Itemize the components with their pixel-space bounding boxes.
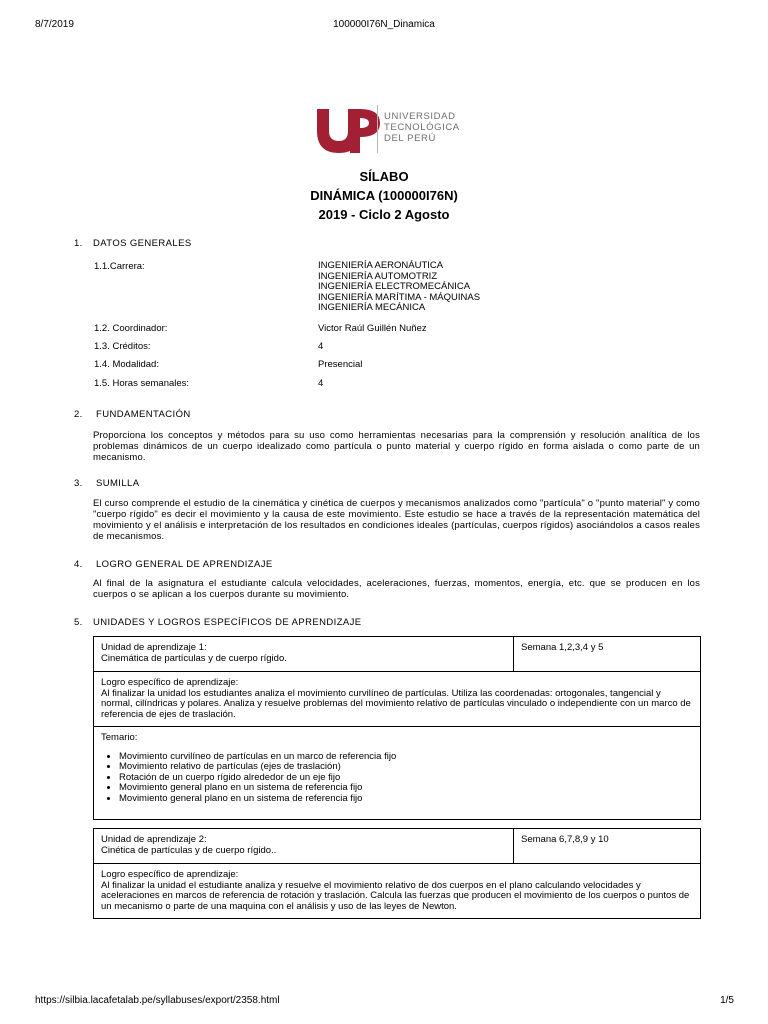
career-item: INGENIERÍA AERONÁUTICA <box>318 260 444 271</box>
section-4-text: Al final de la asignatura el estudiante calcula velocidades, aceleraciones, fuerzas, momentos, energía, etc. que se producen en los cuerpos o se aplican a los cuerpos durante su movimiento. <box>93 578 700 600</box>
section-5-title: UNIDADES Y LOGROS ESPECÍFICOS DE APRENDIZAJE <box>93 617 362 628</box>
unit-1-header-cell <box>94 637 514 672</box>
print-date: 8/7/2019 <box>35 19 74 30</box>
section-2-text: Proporciona los conceptos y métodos para su uso como herramientas necesarias para la comprensión y resolución analítica de los problemas dinámicos de un cuerpo idealizado como partícula o punto material y cuerpo rígido en forma aislada o como parte de un mecanismo. <box>93 430 700 463</box>
section-4-title: LOGRO GENERAL DE APRENDIZAJE <box>96 559 273 570</box>
section-3-text: El curso comprende el estudio de la cinemática y cinética de cuerpos y mecanismos analizados como "partícula" o "punto material" y como "cuerpo rígido" es decir el movimiento y la causa de este movimiento. Este estudio se hace a través de la representación matemática del movimiento y el análisis e interpretación de los resultados en condiciones ideales (partículas, cuerpos rígidos) asociándolos a casos reales de mecanismos. <box>93 498 700 542</box>
section-3-title: SUMILLA <box>96 478 140 489</box>
university-line-3: DEL PERÚ <box>384 133 436 144</box>
term-title: 2019 - Ciclo 2 Agosto <box>318 207 450 222</box>
section-2-title: FUNDAMENTACIÓN <box>96 409 191 420</box>
modality-value: Presencial <box>318 359 363 370</box>
logo-divider <box>377 105 378 153</box>
unit-1-achievement-cell <box>94 672 701 727</box>
print-page-number: 1/5 <box>720 995 734 1006</box>
career-item: INGENIERÍA MARÍTIMA - MÁQUINAS <box>318 291 481 303</box>
career-item: INGENIERÍA MECÁNICA <box>318 302 426 313</box>
unit-2-achievement-text: Al finalizar la unidad el estudiante analiza y resuelve el movimiento relativo de dos cuerpos en el plano calculando velocidades y aceleraciones en marcos de referencia de rotación y traslación. Calcula las fuerzas que producen el movimiento de los cuerpos o puntos de un mecanismo o parte de una maquina con el análisis y uso de las leyes de Newton. <box>101 879 690 912</box>
university-line-2: TECNOLÓGICA <box>384 122 460 133</box>
course-title: DINÁMICA (100000I76N) <box>310 188 458 203</box>
section-2-number: 2. <box>74 409 83 420</box>
list-item: • Movimiento general plano en un sistema de referencia fijo <box>119 794 693 805</box>
career-item: INGENIERÍA AUTOMOTRIZ <box>318 270 438 282</box>
unit-1-topics-label: Temario: <box>101 732 138 743</box>
section-4-number: 4. <box>74 559 83 570</box>
section-1-number: 1. <box>74 238 83 249</box>
coordinator-value: Victor Raúl Guillén Nuñez <box>318 323 427 334</box>
unit-2-header-cell <box>94 829 514 864</box>
unit-1-topics-cell <box>94 727 701 820</box>
unit-1-weeks: Semana 1,2,3,4 y 5 <box>514 637 701 672</box>
list-item: • Movimiento curvilíneo de partículas en un marco de referencia fijo <box>119 752 693 763</box>
list-item: • Movimiento general plano en un sistema de referencia fijo <box>119 783 693 794</box>
modality-label: 1.4. Modalidad: <box>94 359 159 370</box>
unit-2-achievement-cell <box>94 864 701 919</box>
syllabus-title: SÍLABO <box>359 169 409 184</box>
section-3-number: 3. <box>74 478 83 489</box>
weekly-hours-value: 4 <box>318 378 324 389</box>
unit-2-weeks: Semana 6,7,8,9 y 10 <box>514 829 701 864</box>
print-url: https://silbia.lacafetalab.pe/syllabuses/export/2358.html <box>35 995 280 1006</box>
career-list <box>318 261 480 314</box>
section-5-number: 5. <box>74 617 83 628</box>
list-item: • Rotación de un cuerpo rígido alrededor de un eje fijo <box>119 773 693 784</box>
list-item: • Movimiento relativo de partículas (ejes de traslación) <box>119 762 693 773</box>
unit-2-achievement-label: Logro específico de aprendizaje: <box>101 869 239 880</box>
unit-1-achievement-label: Logro específico de aprendizaje: <box>101 677 239 688</box>
coordinator-label: 1.2. Coordinador: <box>94 323 168 334</box>
unit-1-table <box>93 636 701 820</box>
unit-2-name: Cinética de partículas y de cuerpo rígido.. <box>101 844 277 856</box>
utp-emblem-icon <box>314 103 384 155</box>
unit-2-label: Unidad de aprendizaje 2: <box>101 834 207 845</box>
credits-value: 4 <box>318 341 324 352</box>
unit-1-achievement-text: Al finalizar la unidad los estudiantes analiza el movimiento curvilíneo de partículas. Utiliza las coordenadas: ortogonales, tangencial y normal, cilíndricas y polares. Analiza y resuelve problemas del movimiento relativo de partículas vinculado o independiente con un marco de referencia de ejes de traslación. <box>101 687 691 720</box>
unit-1-topic-list <box>101 752 693 805</box>
section-1-title: DATOS GENERALES <box>93 238 192 249</box>
unit-1-label: Unidad de aprendizaje 1: <box>101 642 207 653</box>
print-title: 100000I76N_Dinamica <box>333 19 435 30</box>
university-line-1: UNIVERSIDAD <box>384 111 456 122</box>
career-label: 1.1.Carrera: <box>94 261 145 272</box>
weekly-hours-label: 1.5. Horas semanales: <box>94 378 190 389</box>
credits-label: 1.3. Créditos: <box>94 341 151 352</box>
unit-1-name: Cinemática de partículas y de cuerpo rígido. <box>101 652 287 664</box>
unit-2-table <box>93 828 701 919</box>
career-item: INGENIERÍA ELECTROMECÁNICA <box>318 281 471 292</box>
university-name <box>384 111 460 144</box>
